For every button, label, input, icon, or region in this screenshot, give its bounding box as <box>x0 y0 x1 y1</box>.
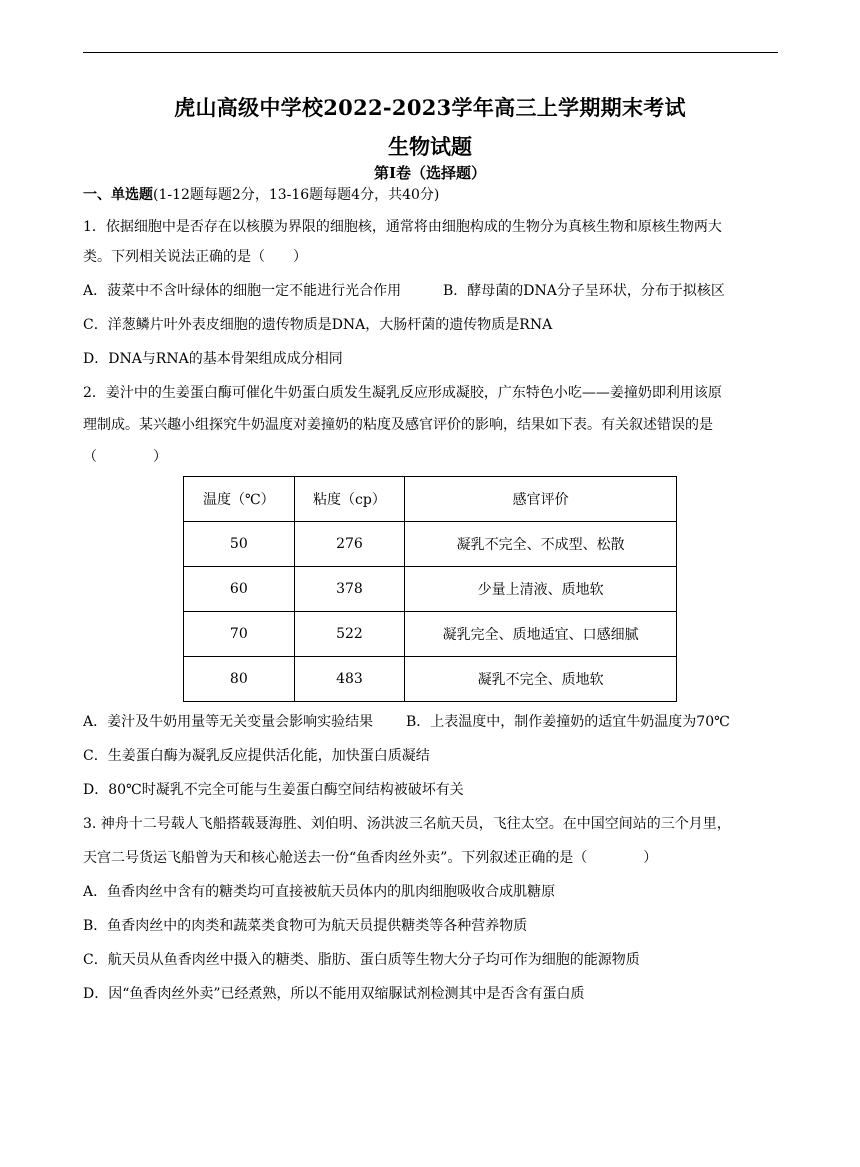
table-header-cell: 温度（℃） <box>184 477 295 522</box>
table-cell: 483 <box>294 657 405 702</box>
q2-option-a: A．姜汁及牛奶用量等无关变量会影响实验结果 <box>83 714 374 730</box>
q3-option-d: D．因“鱼香肉丝外卖”已经煮熟，所以不能用双缩脲试剂检测其中是否含有蛋白质 <box>83 986 585 1002</box>
table-row <box>184 612 677 657</box>
q1-stem-line1: 1．依据细胞中是否存在以核膜为界限的细胞核，通常将由细胞构成的生物分为真核生物和原核生物两大 <box>83 219 722 235</box>
table-header-cell: 感官评价 <box>405 477 677 522</box>
table-cell: 50 <box>184 522 295 567</box>
q2-stem-line2: 理制成。某兴趣小组探究牛奶温度对姜撞奶的粘度及感官评价的影响，结果如下表。有关叙述错误的是 <box>83 417 713 433</box>
q3-option-b: B．鱼香肉丝中的肉类和蔬菜类食物可为航天员提供糖类等各种营养物质 <box>83 918 528 934</box>
q2-option-d: D．80℃时凝乳不完全可能与生姜蛋白酶空间结构被破坏有关 <box>83 782 464 798</box>
table-cell: 凝乳不完全、不成型、松散 <box>405 522 677 567</box>
table-cell: 276 <box>294 522 405 567</box>
section-name: 一、单选题 <box>83 187 153 203</box>
q3-option-a: A．鱼香肉丝中含有的糖类均可直接被航天员体内的肌肉细胞吸收合成肌糖原 <box>83 884 556 900</box>
table-row <box>184 522 677 567</box>
q1-stem-line2: 类。下列相关说法正确的是（ ） <box>83 249 307 265</box>
table-cell: 凝乳不完全、质地软 <box>405 657 677 702</box>
table-header-row <box>184 477 677 522</box>
header-rule <box>83 52 778 53</box>
q1-option-c: C．洋葱鳞片叶外表皮细胞的遗传物质是DNA，大肠杆菌的遗传物质是RNA <box>83 317 553 333</box>
part-title: 第I卷（选择题） <box>373 164 487 182</box>
table-cell: 少量上清液、质地软 <box>405 567 677 612</box>
results-table <box>183 476 677 702</box>
table-cell: 522 <box>294 612 405 657</box>
q3-stem-line1: 3. 神舟十二号载人飞船搭载聂海胜、刘伯明、汤洪波三名航天员，飞往太空。在中国空间站的三个月里， <box>83 816 731 832</box>
q2-option-c: C．生姜蛋白酶为凝乳反应提供活化能，加快蛋白质凝结 <box>83 748 430 764</box>
q3-stem-line2: 天宫二号货运飞船曾为天和核心舱送去一份“鱼香肉丝外卖”。下列叙述正确的是（ ） <box>83 850 658 866</box>
table-cell: 70 <box>184 612 295 657</box>
q3-option-c: C．航天员从鱼香肉丝中摄入的糖类、脂肪、蛋白质等生物大分子均可作为细胞的能源物质 <box>83 952 640 968</box>
table-row <box>184 567 677 612</box>
table-cell: 60 <box>184 567 295 612</box>
table-cell: 80 <box>184 657 295 702</box>
table-header-cell: 粘度（cp） <box>294 477 405 522</box>
table-cell: 凝乳完全、质地适宜、口感细腻 <box>405 612 677 657</box>
q1-option-b: B．酵母菌的DNA分子呈环状，分布于拟核区 <box>443 283 725 299</box>
table-row <box>184 657 677 702</box>
q2-stem-line3: （ ） <box>83 449 167 465</box>
q2-stem-line1: 2．姜汁中的生姜蛋白酶可催化牛奶蛋白质发生凝乳反应形成凝胶，广东特色小吃——姜撞奶即利用该原 <box>83 385 722 401</box>
section-heading <box>83 186 439 204</box>
table-cell: 378 <box>294 567 405 612</box>
subject-title: 生物试题 <box>388 134 472 159</box>
exam-title: 虎山高级中学校2022-2023学年高三上学期期末考试 <box>174 95 686 120</box>
section-note: (1-12题每题2分，13-16题每题4分，共40分) <box>153 187 440 203</box>
q1-option-a: A．菠菜中不含叶绿体的细胞一定不能进行光合作用 <box>83 283 402 299</box>
q1-option-d: D．DNA与RNA的基本骨架组成成分相同 <box>83 351 343 367</box>
q2-option-b: B．上表温度中，制作姜撞奶的适宜牛奶温度为70℃ <box>406 714 730 730</box>
